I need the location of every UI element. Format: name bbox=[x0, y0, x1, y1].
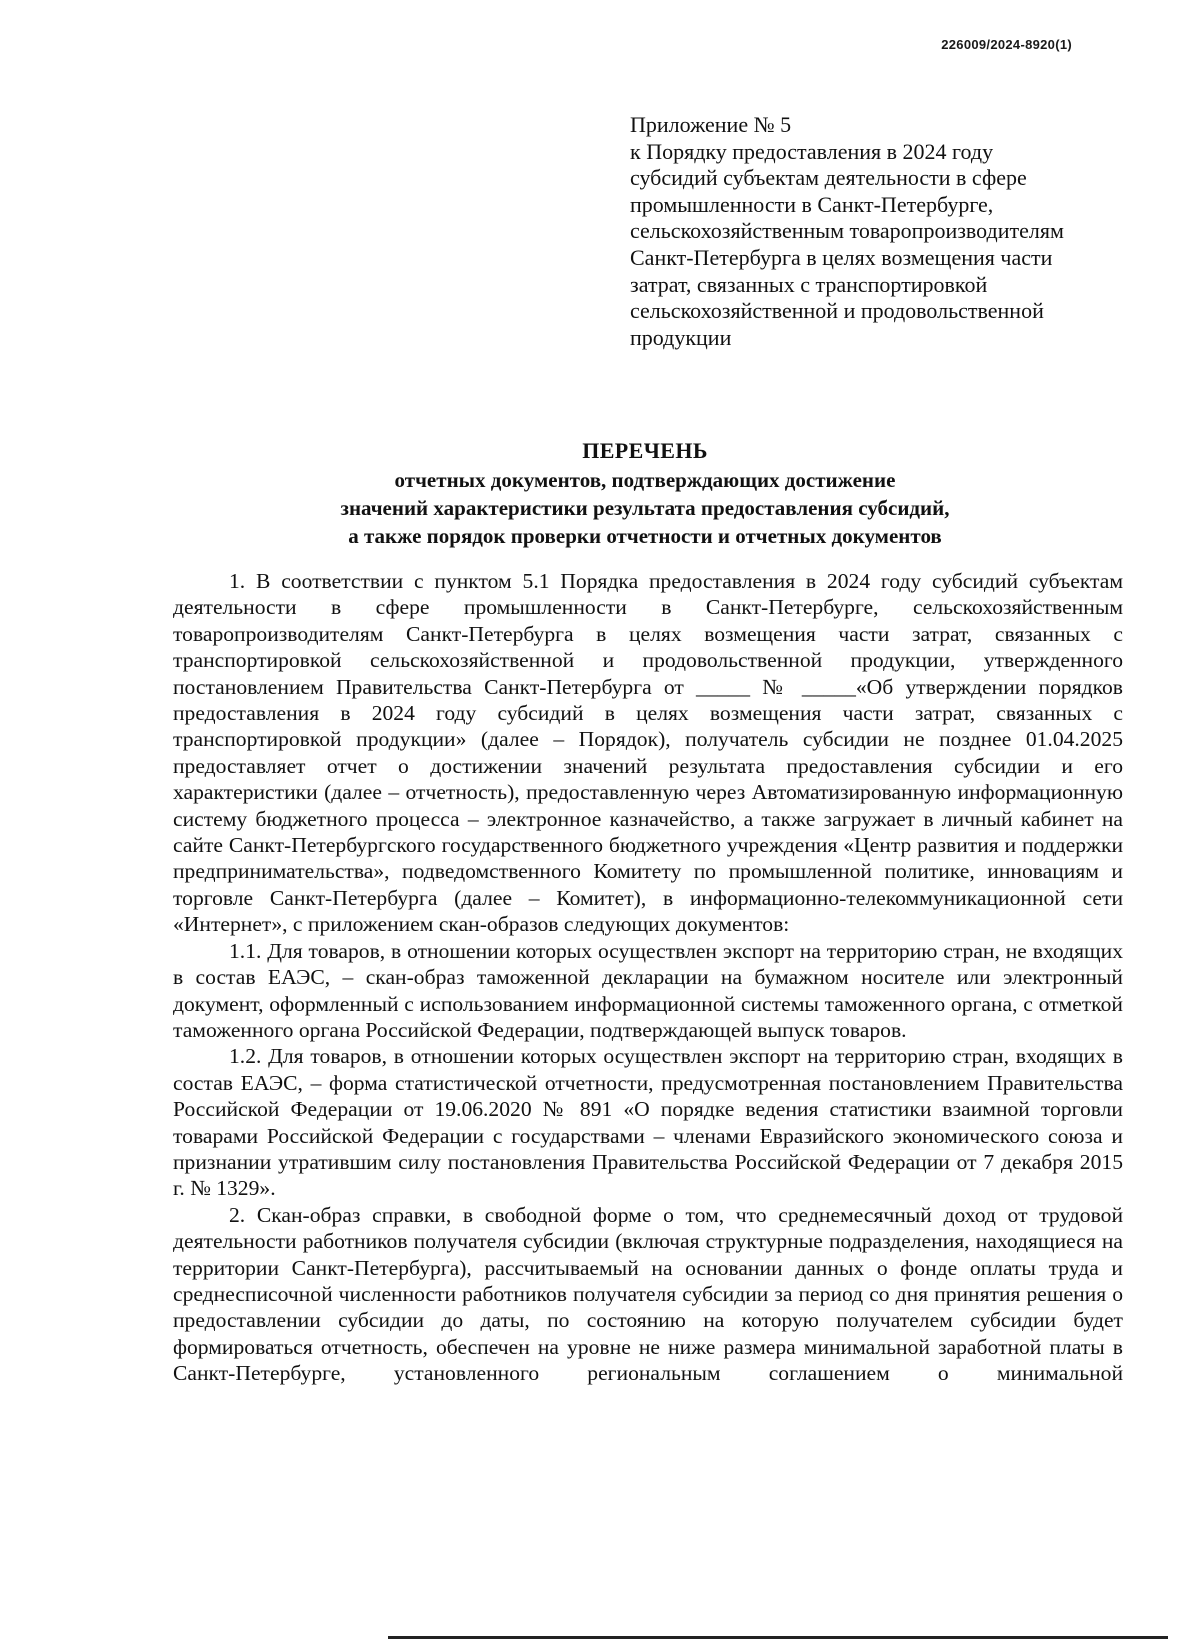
appendix-line: Санкт-Петербурга в целях возмещения части bbox=[630, 244, 1053, 270]
appendix-line: Приложение № 5 bbox=[630, 112, 792, 137]
paragraph-1-1: 1.1. Для товаров, в отношении которых осуществлен экспорт на территорию стран, не входящих в состав ЕАЭС, – скан-образ таможенной декларации на бумажном носителе или электронный документ, оформленный с использованием информационной системы таможенного органа, с отметкой таможенного органа Российской Федерации, подтверждающей выпуск товаров. bbox=[173, 938, 1123, 1042]
document-subtitle-line: отчетных документов, подтверждающих достижение bbox=[394, 468, 896, 492]
registration-number: 226009/2024-8920(1) bbox=[941, 37, 1072, 52]
appendix-line: субсидий субъектам деятельности в сфере bbox=[630, 165, 1027, 191]
document-subtitle-line: значений характеристики результата предоставления субсидий, bbox=[340, 496, 950, 520]
document-title: ПЕРЕЧЕНЬ bbox=[582, 438, 708, 463]
appendix-line: затрат, связанных с транспортировкой bbox=[630, 271, 988, 297]
appendix-line: продукции bbox=[630, 324, 732, 350]
paragraph-1-2: 1.2. Для товаров, в отношении которых осуществлен экспорт на территорию стран, входящих в состав ЕАЭС, – форма статистической отчетности, предусмотренная постановлением Правительства Российской Федерации от 19.06.2020 № 891 «О порядке ведения статистики взаимной торговли товарами Российской Федерации с государствами – членами Евразийского экономического союза и признании утратившим силу постановления Правительства Российской Федерации от 7 декабря 2015 г. № 1329». bbox=[173, 1044, 1123, 1201]
appendix-line: к Порядку предоставления в 2024 году bbox=[630, 138, 994, 164]
paragraph-1: 1. В соответствии с пунктом 5.1 Порядка предоставления в 2024 году субсидий субъектам деятельности в сфере промышленности в Санкт-Петербурге, сельскохозяйственным товаропроизводителям Санкт-Петербурга в целях возмещения части затрат, связанных с транспортировкой сельскохозяйственной и продовольственной продукции, утвержденного постановлением Правительства Санкт-Петербурга от _____ № _____«Об утверждении порядков предоставления в 2024 году субсидий в целях возмещения части затрат, связанных с транспортировкой продукции» (далее – Порядок), получатель субсидии не позднее 01.04.2025 предоставляет отчет о достижении значений результата предоставления субсидии и его характеристики (далее – отчетность), предоставленную через Автоматизированную информационную систему бюджетного процесса – электронное казначейство, а также загружает в личный кабинет на сайте Санкт-Петербургского государственного бюджетного учреждения «Центр развития и поддержки предпринимательства», подведомственного Комитету по промышленной политике, инновациям и торговле Санкт-Петербурга (далее – Комитет), в информационно-телекоммуникационной сети «Интернет», с приложением скан-образов следующих документов: bbox=[173, 569, 1123, 937]
document-title-block bbox=[160, 436, 1130, 550]
document-body bbox=[173, 568, 1123, 1387]
appendix-line: сельскохозяйственным товаропроизводителям bbox=[630, 218, 1064, 244]
appendix-line: промышленности в Санкт-Петербурге, bbox=[630, 191, 994, 217]
appendix-line: сельскохозяйственной и продовольственной bbox=[630, 298, 1044, 324]
document-subtitle-line: а также порядок проверки отчетности и отчетных документов bbox=[348, 524, 942, 548]
paragraph-2: 2. Скан-образ справки, в свободной форме о том, что среднемесячный доход от трудовой деятельности работников получателя субсидии (включая структурные подразделения, находящиеся на территории Санкт-Петербурга), рассчитываемый на основании данных о фонде оплаты труда и среднесписочной численности работников получателя субсидии за период со дня принятия решения о предоставлении субсидии до даты, по состоянию на которую получателем субсидии будет формироваться отчетность, обеспечен на уровне не ниже размера минимальной заработной платы в Санкт-Петербурге, установленного региональным соглашением о минимальной bbox=[173, 1202, 1123, 1386]
appendix-header bbox=[630, 112, 1130, 351]
scan-bottom-edge bbox=[388, 1636, 1168, 1639]
